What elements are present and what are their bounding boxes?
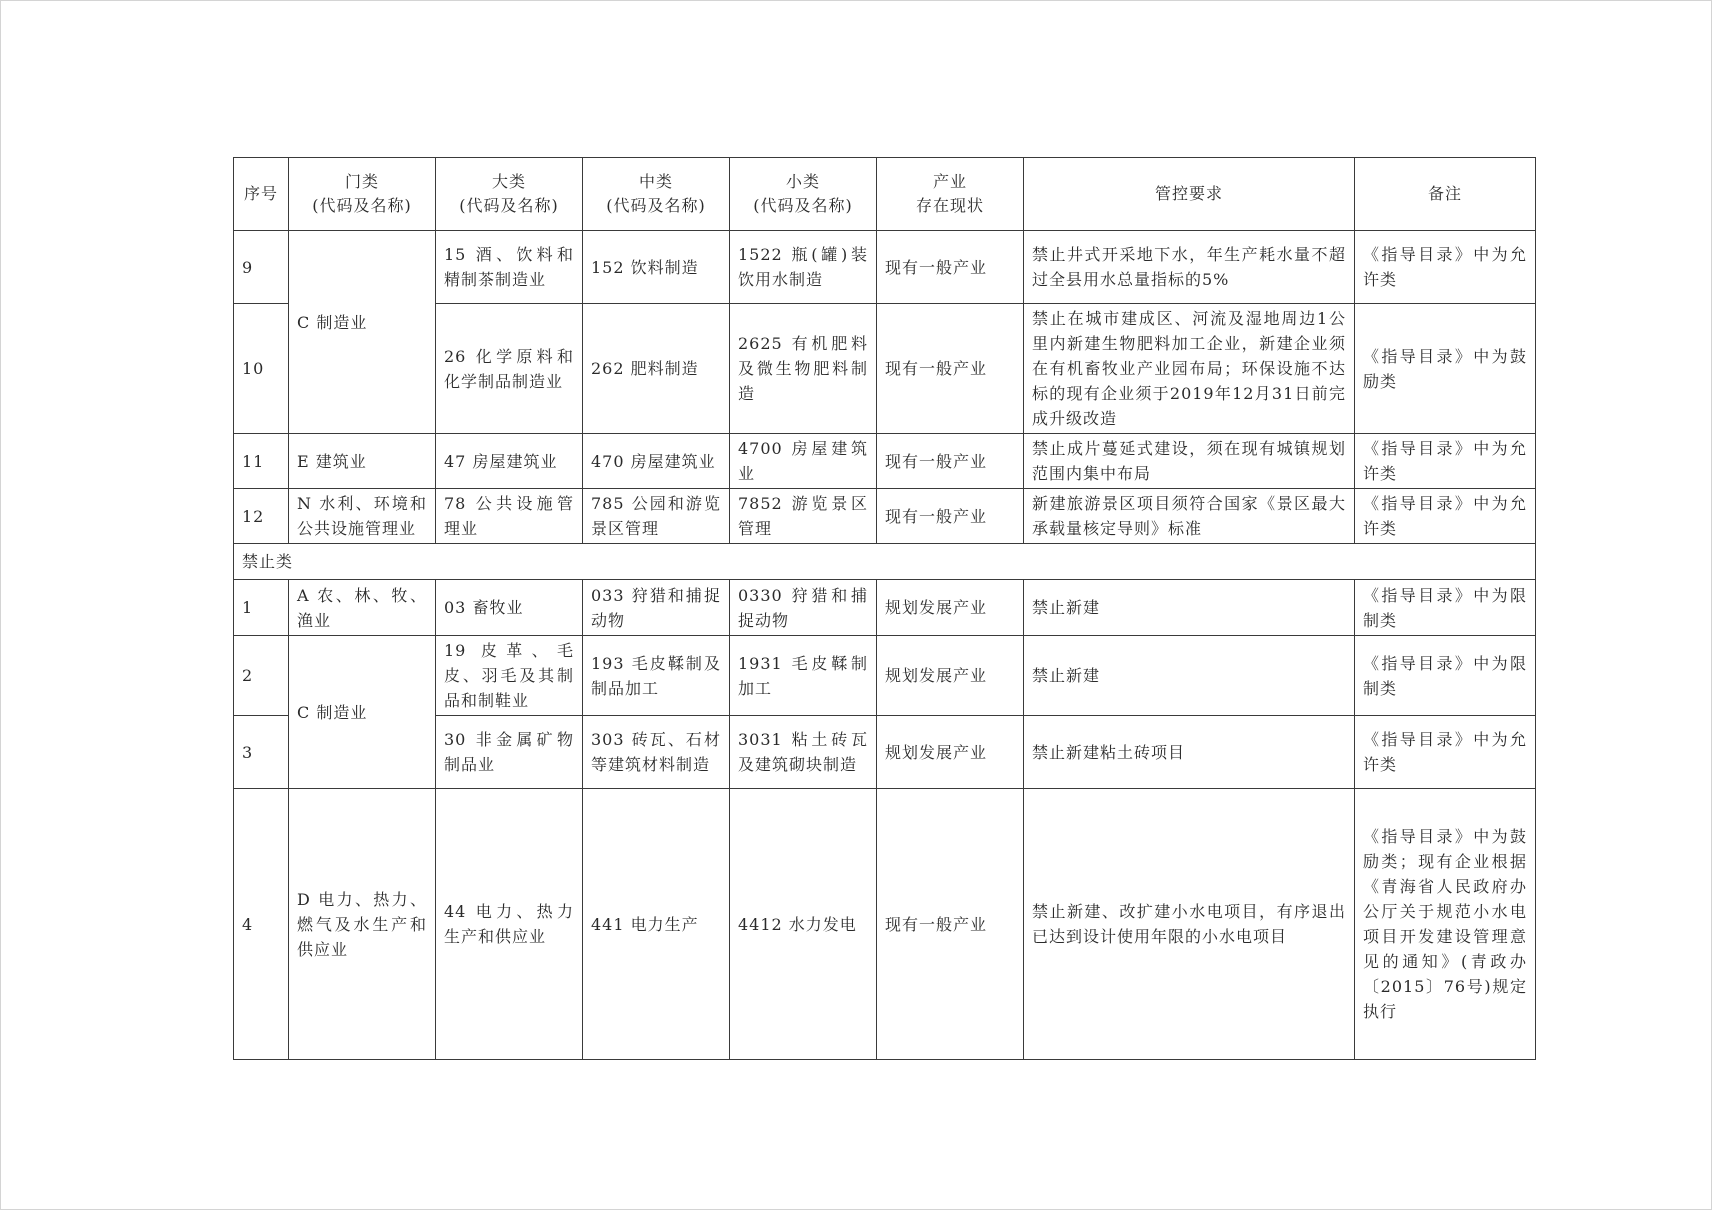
header-menlei-title: 门类 (344, 172, 379, 191)
header-xiaolei-sub: (代码及名称) (753, 196, 853, 215)
header-dalei-title: 大类 (491, 172, 526, 191)
table-row (234, 636, 1536, 716)
cell-seq: 3 (234, 716, 289, 789)
cell-remark: 《指导目录》中为鼓励类；现有企业根据《青海省人民政府办公厅关于规范小水电项目开发建设管理意见的通知》(青政办〔2015〕76号)规定执行 (1355, 789, 1536, 1060)
header-dalei (436, 158, 583, 231)
header-remark: 备注 (1355, 158, 1536, 231)
cell-remark: 《指导目录》中为限制类 (1355, 580, 1536, 636)
cell-status: 现有一般产业 (877, 789, 1024, 1060)
cell-zhonglei: 303 砖瓦、石材等建筑材料制造 (583, 716, 730, 789)
cell-menlei-group: C 制造业 (289, 231, 436, 434)
cell-dalei: 30 非金属矿物制品业 (436, 716, 583, 789)
cell-xiaolei: 4412 水力发电 (730, 789, 877, 1060)
cell-dalei: 47 房屋建筑业 (436, 434, 583, 489)
cell-requirement: 禁止井式开采地下水，年生产耗水量不超过全县用水总量指标的5% (1024, 231, 1355, 304)
header-zhonglei-sub: (代码及名称) (606, 196, 706, 215)
cell-seq: 10 (234, 304, 289, 434)
header-requirement: 管控要求 (1024, 158, 1355, 231)
cell-xiaolei: 4700 房屋建筑业 (730, 434, 877, 489)
table-row (234, 231, 1536, 304)
header-status-sub: 存在现状 (915, 196, 984, 215)
cell-seq: 9 (234, 231, 289, 304)
cell-requirement: 禁止新建、改扩建小水电项目，有序退出已达到设计使用年限的小水电项目 (1024, 789, 1355, 1060)
header-zhonglei-title: 中类 (638, 172, 673, 191)
cell-seq: 2 (234, 636, 289, 716)
cell-xiaolei: 1522 瓶(罐)装饮用水制造 (730, 231, 877, 304)
table-row (234, 489, 1536, 544)
cell-requirement: 禁止在城市建成区、河流及湿地周边1公里内新建生物肥料加工企业，新建企业须在有机畜牧业产业园布局；环保设施不达标的现有企业须于2019年12月31日前完成升级改造 (1024, 304, 1355, 434)
cell-zhonglei: 152 饮料制造 (583, 231, 730, 304)
cell-requirement: 禁止新建粘土砖项目 (1024, 716, 1355, 789)
cell-seq: 12 (234, 489, 289, 544)
cell-zhonglei: 470 房屋建筑业 (583, 434, 730, 489)
cell-remark: 《指导目录》中为限制类 (1355, 636, 1536, 716)
cell-xiaolei: 1931 毛皮鞣制加工 (730, 636, 877, 716)
header-status-title: 产业 (932, 172, 967, 191)
table-row (234, 789, 1536, 1060)
cell-status: 规划发展产业 (877, 580, 1024, 636)
cell-zhonglei: 441 电力生产 (583, 789, 730, 1060)
cell-xiaolei: 0330 狩猎和捕捉动物 (730, 580, 877, 636)
cell-zhonglei: 262 肥料制造 (583, 304, 730, 434)
cell-xiaolei: 3031 粘土砖瓦及建筑砌块制造 (730, 716, 877, 789)
cell-xiaolei: 2625 有机肥料及微生物肥料制造 (730, 304, 877, 434)
cell-remark: 《指导目录》中为鼓励类 (1355, 304, 1536, 434)
header-status (877, 158, 1024, 231)
cell-status: 现有一般产业 (877, 304, 1024, 434)
cell-menlei-group: C 制造业 (289, 636, 436, 789)
table-row (234, 580, 1536, 636)
table-row (234, 434, 1536, 489)
header-row (234, 158, 1536, 231)
cell-zhonglei: 193 毛皮鞣制及制品加工 (583, 636, 730, 716)
industry-control-table (233, 157, 1536, 1060)
header-xiaolei-title: 小类 (785, 172, 820, 191)
section-row (234, 544, 1536, 580)
cell-status: 规划发展产业 (877, 636, 1024, 716)
header-menlei-sub: (代码及名称) (312, 196, 412, 215)
cell-dalei: 78 公共设施管理业 (436, 489, 583, 544)
cell-status: 现有一般产业 (877, 489, 1024, 544)
cell-seq: 11 (234, 434, 289, 489)
cell-zhonglei: 785 公园和游览景区管理 (583, 489, 730, 544)
cell-menlei: D 电力、热力、燃气及水生产和供应业 (289, 789, 436, 1060)
cell-requirement: 新建旅游景区项目须符合国家《景区最大承载量核定导则》标准 (1024, 489, 1355, 544)
header-seq: 序号 (234, 158, 289, 231)
cell-zhonglei: 033 狩猎和捕捉动物 (583, 580, 730, 636)
section-title-forbidden: 禁止类 (234, 544, 1536, 580)
header-xiaolei (730, 158, 877, 231)
cell-dalei: 26 化学原料和化学制品制造业 (436, 304, 583, 434)
cell-dalei: 19 皮革、毛皮、羽毛及其制品和制鞋业 (436, 636, 583, 716)
cell-remark: 《指导目录》中为允许类 (1355, 716, 1536, 789)
cell-seq: 4 (234, 789, 289, 1060)
cell-dalei: 44 电力、热力生产和供应业 (436, 789, 583, 1060)
cell-status: 规划发展产业 (877, 716, 1024, 789)
cell-remark: 《指导目录》中为允许类 (1355, 489, 1536, 544)
header-menlei (289, 158, 436, 231)
cell-remark: 《指导目录》中为允许类 (1355, 434, 1536, 489)
cell-menlei: E 建筑业 (289, 434, 436, 489)
cell-status: 现有一般产业 (877, 231, 1024, 304)
cell-status: 现有一般产业 (877, 434, 1024, 489)
cell-requirement: 禁止新建 (1024, 580, 1355, 636)
cell-dalei: 15 酒、饮料和精制茶制造业 (436, 231, 583, 304)
cell-menlei: A 农、林、牧、渔业 (289, 580, 436, 636)
header-zhonglei (583, 158, 730, 231)
cell-requirement: 禁止新建 (1024, 636, 1355, 716)
cell-dalei: 03 畜牧业 (436, 580, 583, 636)
header-dalei-sub: (代码及名称) (459, 196, 559, 215)
cell-seq: 1 (234, 580, 289, 636)
cell-menlei: N 水利、环境和公共设施管理业 (289, 489, 436, 544)
cell-requirement: 禁止成片蔓延式建设，须在现有城镇规划范围内集中布局 (1024, 434, 1355, 489)
cell-xiaolei: 7852 游览景区管理 (730, 489, 877, 544)
cell-remark: 《指导目录》中为允许类 (1355, 231, 1536, 304)
